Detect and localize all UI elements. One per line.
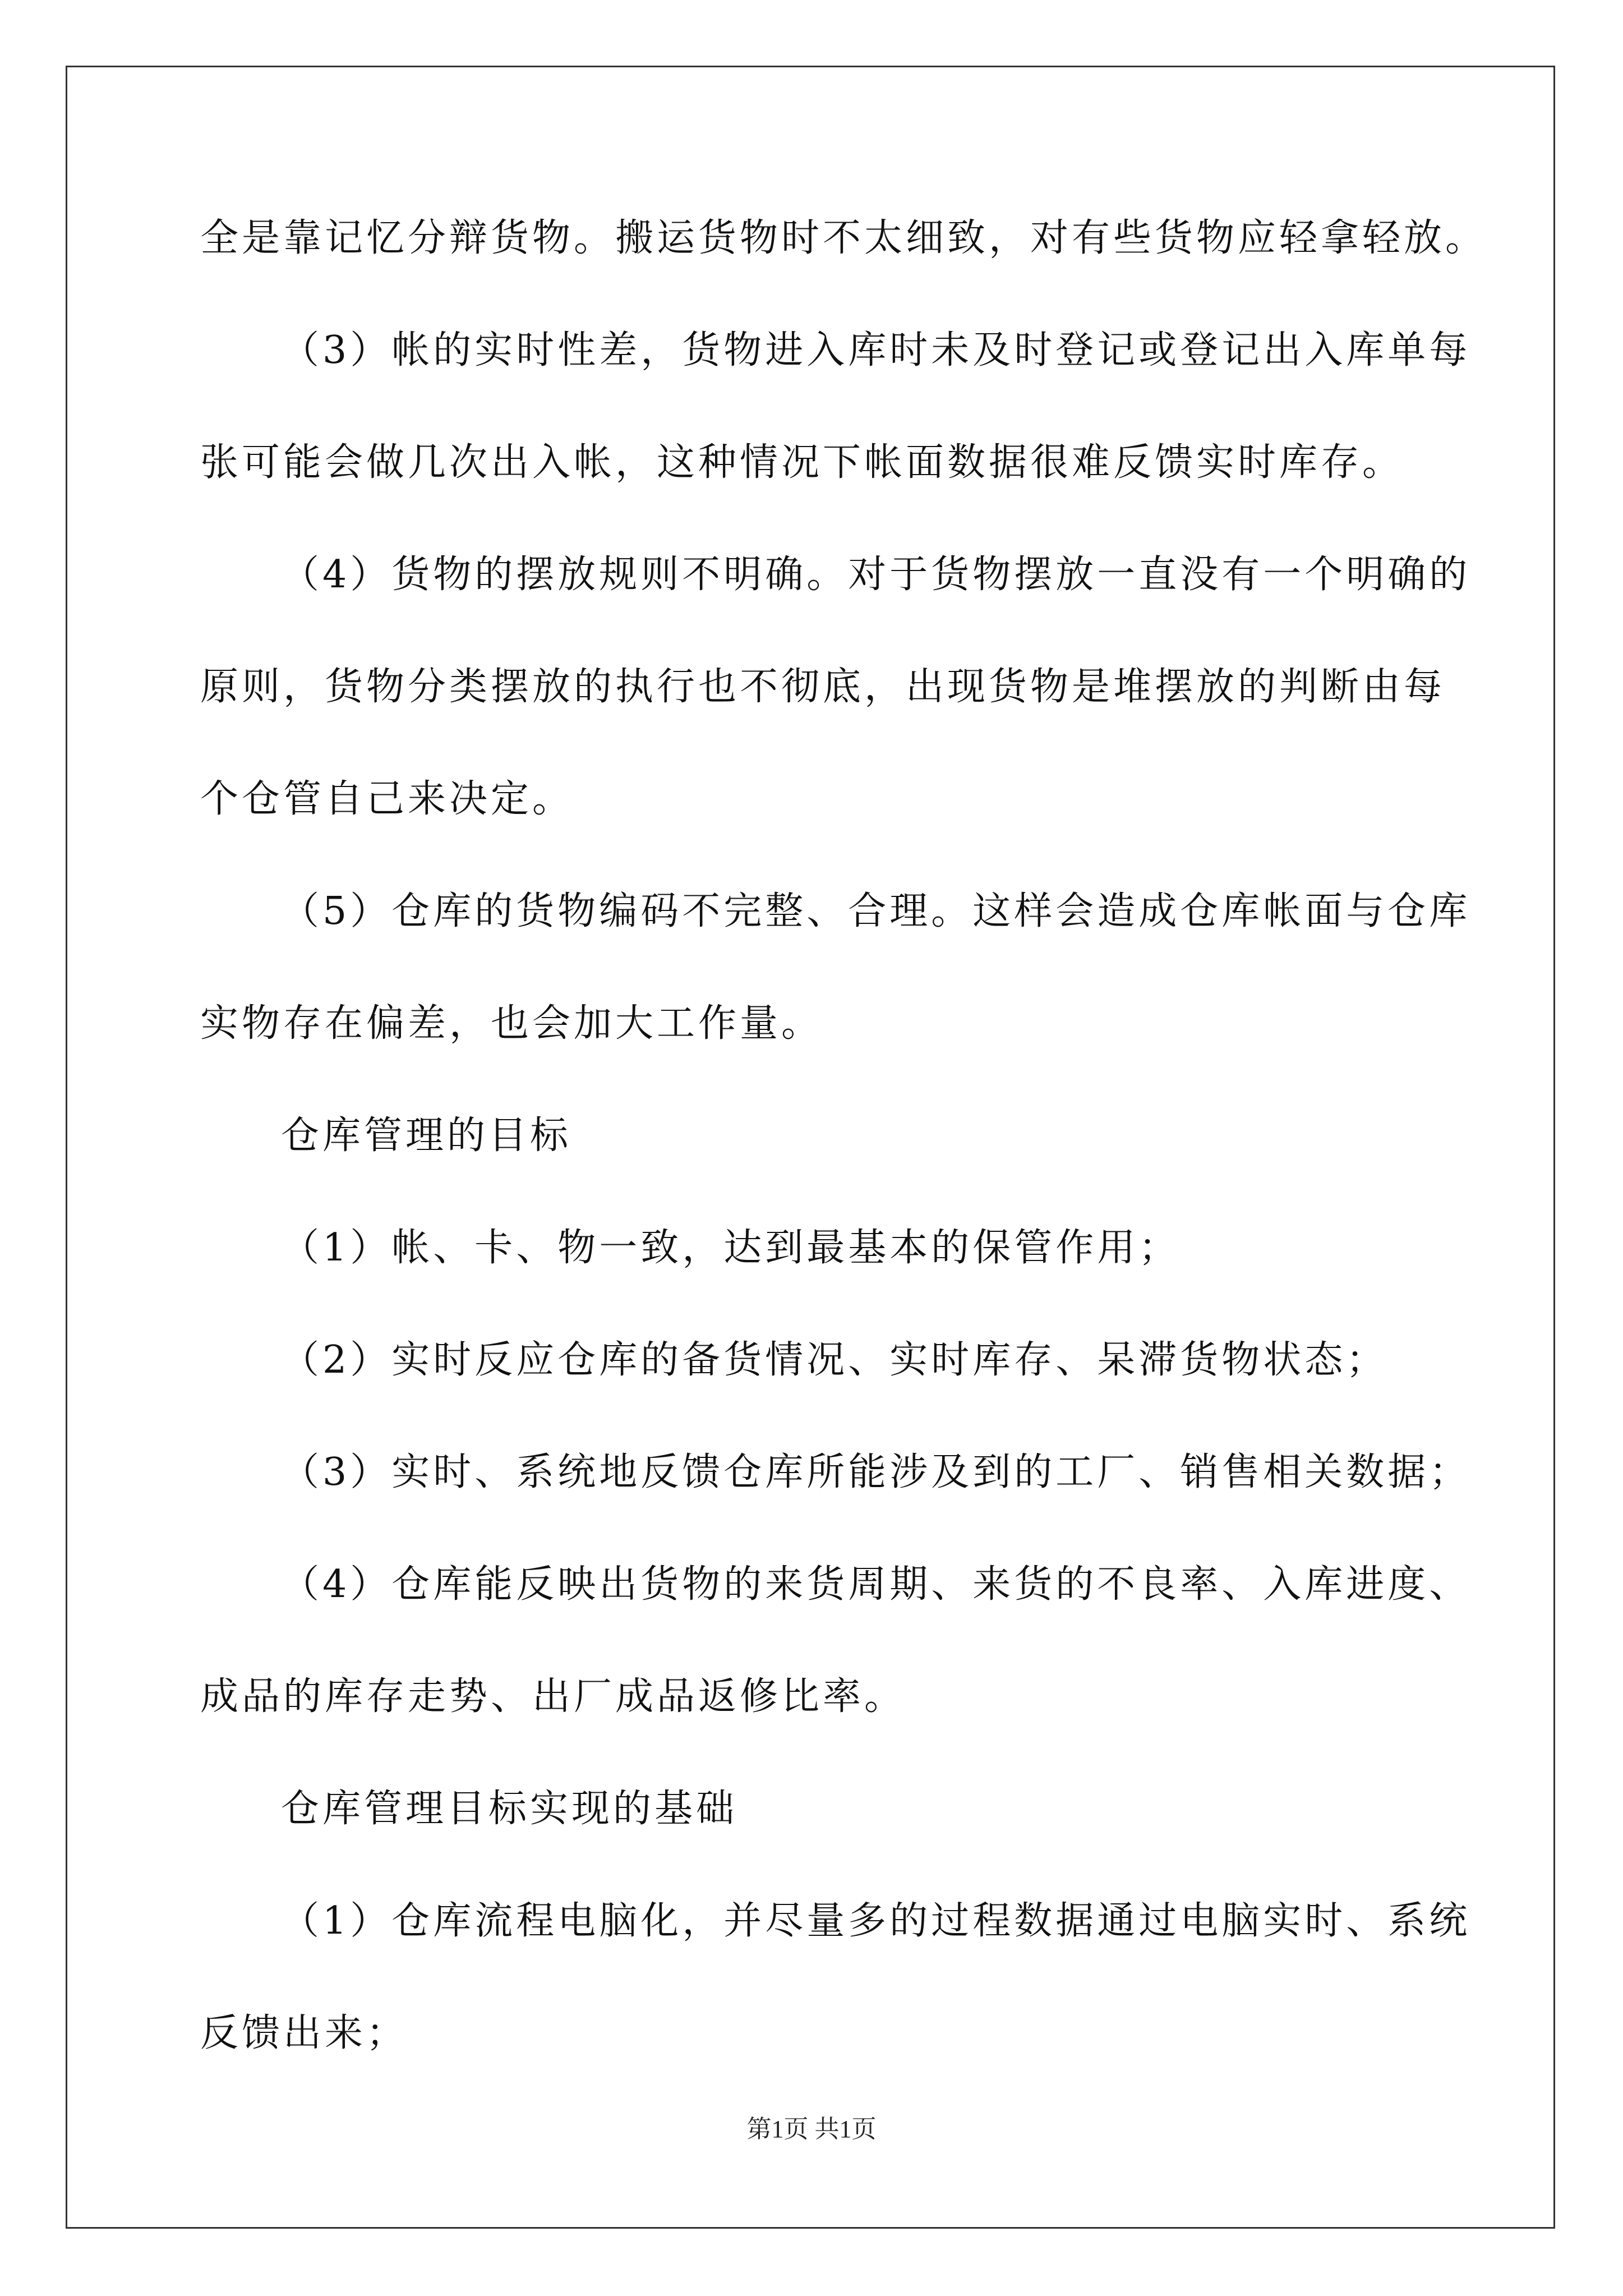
section-heading: 仓库管理目标实现的基础 xyxy=(281,1787,738,1831)
text-line: 原则，货物分类摆放的执行也不彻底，出现货物是堆摆放的判断由每 xyxy=(200,665,1446,709)
text-line: 反馈出来； xyxy=(200,2011,408,2055)
text-line: （4）仓库能反映出货物的来货周期、来货的不良率、入库进度、 xyxy=(281,1562,1471,1607)
text-line: （1）帐、卡、物一致，达到最基本的保管作用； xyxy=(281,1226,1181,1270)
text-line: 全是靠记忆分辩货物。搬运货物时不太细致，对有些货物应轻拿轻放。 xyxy=(200,216,1487,260)
text-line: （5）仓库的货物编码不完整、合理。这样会造成仓库帐面与仓库 xyxy=(281,889,1471,933)
text-line: 个仓管自己来决定。 xyxy=(200,777,574,821)
text-line: 张可能会做几次出入帐，这种情况下帐面数据很难反馈实时库存。 xyxy=(200,440,1404,485)
page-indicator: 第1页 共1页 xyxy=(746,2115,877,2143)
text-line: 实物存在偏差，也会加大工作量。 xyxy=(200,1001,823,1046)
text-line: （4）货物的摆放规则不明确。对于货物摆放一直没有一个明确的 xyxy=(281,553,1471,597)
text-line: （3）帐的实时性差，货物进入库时未及时登记或登记出入库单每 xyxy=(281,328,1471,372)
text-line: 成品的库存走势、出厂成品返修比率。 xyxy=(200,1674,906,1719)
text-line: （1）仓库流程电脑化，并尽量多的过程数据通过电脑实时、系统 xyxy=(281,1899,1471,1943)
text-line: （3）实时、系统地反馈仓库所能涉及到的工厂、销售相关数据； xyxy=(281,1450,1471,1494)
text-line: （2）实时反应仓库的备货情况、实时库存、呆滞货物状态； xyxy=(281,1338,1388,1382)
section-heading: 仓库管理的目标 xyxy=(281,1114,572,1158)
